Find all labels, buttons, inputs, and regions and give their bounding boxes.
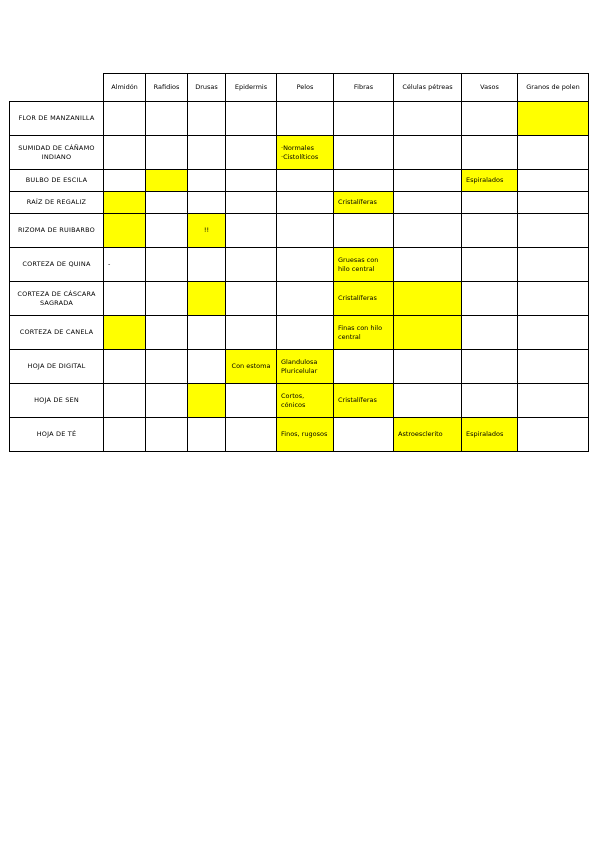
highlighted-cell: Cristalíferas xyxy=(334,384,394,418)
table-cell xyxy=(462,350,518,384)
table-cell xyxy=(518,418,589,452)
table-cell xyxy=(146,192,188,214)
highlighted-cell: Finos, rugosos xyxy=(277,418,334,452)
table-cell xyxy=(226,316,277,350)
table-row xyxy=(10,384,589,418)
table-cell xyxy=(394,192,462,214)
row-label: FLOR DE MANZANILLA xyxy=(10,102,104,136)
table-cell xyxy=(277,282,334,316)
table-cell xyxy=(146,248,188,282)
table-row xyxy=(10,102,589,136)
table-cell xyxy=(277,102,334,136)
row-label: CORTEZA DE CÁSCARA SAGRADA xyxy=(10,282,104,316)
table-cell xyxy=(462,316,518,350)
highlighted-cell: Glandulosa Pluricelular xyxy=(277,350,334,384)
highlighted-cell xyxy=(104,214,146,248)
table-row xyxy=(10,192,589,214)
table-cell xyxy=(146,102,188,136)
table-cell xyxy=(462,214,518,248)
table-cell xyxy=(277,192,334,214)
highlighted-cell: Astroesclerito xyxy=(394,418,462,452)
table-cell xyxy=(462,136,518,170)
table-cell xyxy=(104,418,146,452)
table-cell xyxy=(146,384,188,418)
table-cell xyxy=(226,418,277,452)
table-cell xyxy=(334,102,394,136)
table-cell xyxy=(462,282,518,316)
table-cell xyxy=(462,384,518,418)
table-cell xyxy=(334,350,394,384)
table-cell xyxy=(334,418,394,452)
row-label: BULBO DE ESCILA xyxy=(10,170,104,192)
highlighted-cell xyxy=(188,384,226,418)
row-label: RAÍZ DE REGALIZ xyxy=(10,192,104,214)
table-cell xyxy=(518,214,589,248)
highlighted-cell: ·Normales ·Cistolíticos xyxy=(277,136,334,170)
row-label: RIZOMA DE RUIBARBO xyxy=(10,214,104,248)
table-cell xyxy=(226,102,277,136)
table-cell xyxy=(146,418,188,452)
table-cell xyxy=(394,214,462,248)
table-cell xyxy=(188,102,226,136)
table-cell xyxy=(394,170,462,192)
table-cell xyxy=(394,384,462,418)
table-cell xyxy=(394,136,462,170)
table-cell xyxy=(394,102,462,136)
table-cell xyxy=(334,214,394,248)
table-cell xyxy=(146,350,188,384)
column-header: Rafidios xyxy=(146,74,188,102)
table-cell xyxy=(104,282,146,316)
table-cell xyxy=(226,214,277,248)
table-cell xyxy=(462,192,518,214)
highlighted-cell: !! xyxy=(188,214,226,248)
corner-cell xyxy=(10,74,104,102)
row-label: HOJA DE TÉ xyxy=(10,418,104,452)
highlighted-cell xyxy=(518,102,589,136)
highlighted-cell: Espiralados xyxy=(462,170,518,192)
row-label: CORTEZA DE CANELA xyxy=(10,316,104,350)
row-label: HOJA DE DIGITAL xyxy=(10,350,104,384)
table-cell xyxy=(188,418,226,452)
column-header: Granos de polen xyxy=(518,74,589,102)
table-cell xyxy=(188,350,226,384)
highlighted-cell xyxy=(394,316,462,350)
table-row xyxy=(10,282,589,316)
row-label: CORTEZA DE QUINA xyxy=(10,248,104,282)
table-cell xyxy=(188,248,226,282)
table-cell xyxy=(104,102,146,136)
table-cell xyxy=(277,214,334,248)
column-header: Fibras xyxy=(334,74,394,102)
table-cell xyxy=(462,248,518,282)
highlighted-cell: Cristalíferas xyxy=(334,282,394,316)
column-header: Almidón xyxy=(104,74,146,102)
table-cell xyxy=(226,136,277,170)
column-header: Pelos xyxy=(277,74,334,102)
column-header: Células pétreas xyxy=(394,74,462,102)
table-cell xyxy=(334,170,394,192)
table-row xyxy=(10,350,589,384)
highlighted-cell: Cortos, cónicos xyxy=(277,384,334,418)
table-cell xyxy=(518,384,589,418)
highlighted-cell: Gruesas con hilo central xyxy=(334,248,394,282)
table-cell xyxy=(518,316,589,350)
header-row xyxy=(10,74,589,102)
table-cell xyxy=(518,248,589,282)
highlighted-cell xyxy=(104,192,146,214)
table-cell xyxy=(188,316,226,350)
table-cell xyxy=(188,170,226,192)
table-cell xyxy=(188,192,226,214)
table-row xyxy=(10,316,589,350)
column-header: Vasos xyxy=(462,74,518,102)
highlighted-cell xyxy=(146,170,188,192)
table-cell xyxy=(104,170,146,192)
table-body xyxy=(10,102,589,452)
table-cell xyxy=(226,248,277,282)
table-cell xyxy=(188,136,226,170)
table-cell xyxy=(518,350,589,384)
table-cell xyxy=(104,350,146,384)
row-label: SUMIDAD DE CÁÑAMO INDIANO xyxy=(10,136,104,170)
drug-microscopy-table xyxy=(9,73,589,452)
table-cell xyxy=(277,170,334,192)
table-cell: - xyxy=(104,248,146,282)
table-cell xyxy=(146,282,188,316)
table-cell xyxy=(226,384,277,418)
table-row xyxy=(10,214,589,248)
table-cell xyxy=(104,136,146,170)
table-row xyxy=(10,136,589,170)
table-cell xyxy=(518,282,589,316)
table-cell xyxy=(394,248,462,282)
table-cell xyxy=(277,316,334,350)
table-cell xyxy=(146,316,188,350)
table-cell xyxy=(334,136,394,170)
table-cell xyxy=(518,136,589,170)
column-header: Drusas xyxy=(188,74,226,102)
column-header: Epidermis xyxy=(226,74,277,102)
highlighted-cell: Con estoma xyxy=(226,350,277,384)
table-cell xyxy=(146,214,188,248)
table-cell xyxy=(146,136,188,170)
table-row xyxy=(10,170,589,192)
table-row xyxy=(10,248,589,282)
highlighted-cell xyxy=(104,316,146,350)
table-cell xyxy=(226,282,277,316)
table-cell xyxy=(277,248,334,282)
highlighted-cell: Finas con hilo central xyxy=(334,316,394,350)
highlighted-cell xyxy=(394,282,462,316)
table-cell xyxy=(462,102,518,136)
highlighted-cell: Espiralados xyxy=(462,418,518,452)
table-cell xyxy=(226,192,277,214)
table-cell xyxy=(518,170,589,192)
row-label: HOJA DE SEN xyxy=(10,384,104,418)
highlighted-cell: Cristalíferas xyxy=(334,192,394,214)
highlighted-cell xyxy=(188,282,226,316)
table-cell xyxy=(226,170,277,192)
table-cell xyxy=(394,350,462,384)
table-row xyxy=(10,418,589,452)
table-cell xyxy=(104,384,146,418)
table-cell xyxy=(518,192,589,214)
